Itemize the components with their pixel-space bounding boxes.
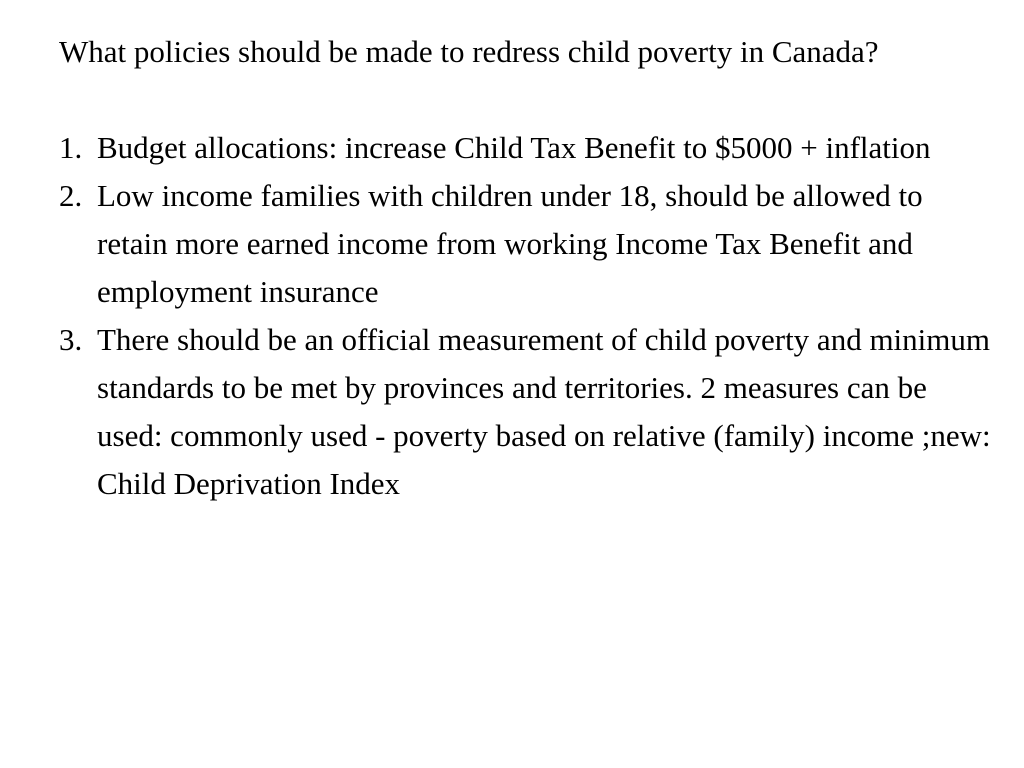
policy-text: Low income families with children under 18, should be allowed to retain more earned income from working Income Tax Benefit and employment insurance — [97, 178, 923, 309]
spacer — [59, 76, 994, 124]
policy-number: 1. — [59, 130, 83, 165]
policy-list — [59, 124, 999, 508]
policy-text: There should be an official measurement of child poverty and minimum standards to be met by provinces and territories. 2 measures can be used: commonly used - poverty based on relative (family) income ;new: Child Deprivation Index — [97, 322, 991, 501]
policy-number: 2. — [59, 178, 83, 213]
policy-item — [59, 316, 999, 508]
policy-text: Budget allocations: increase Child Tax Benefit to $5000 + inflation — [97, 130, 931, 165]
policy-item — [59, 124, 999, 172]
question-heading: What policies should be made to redress child poverty in Canada? — [59, 34, 879, 69]
policy-item — [59, 172, 999, 316]
policy-number: 3. — [59, 322, 83, 357]
